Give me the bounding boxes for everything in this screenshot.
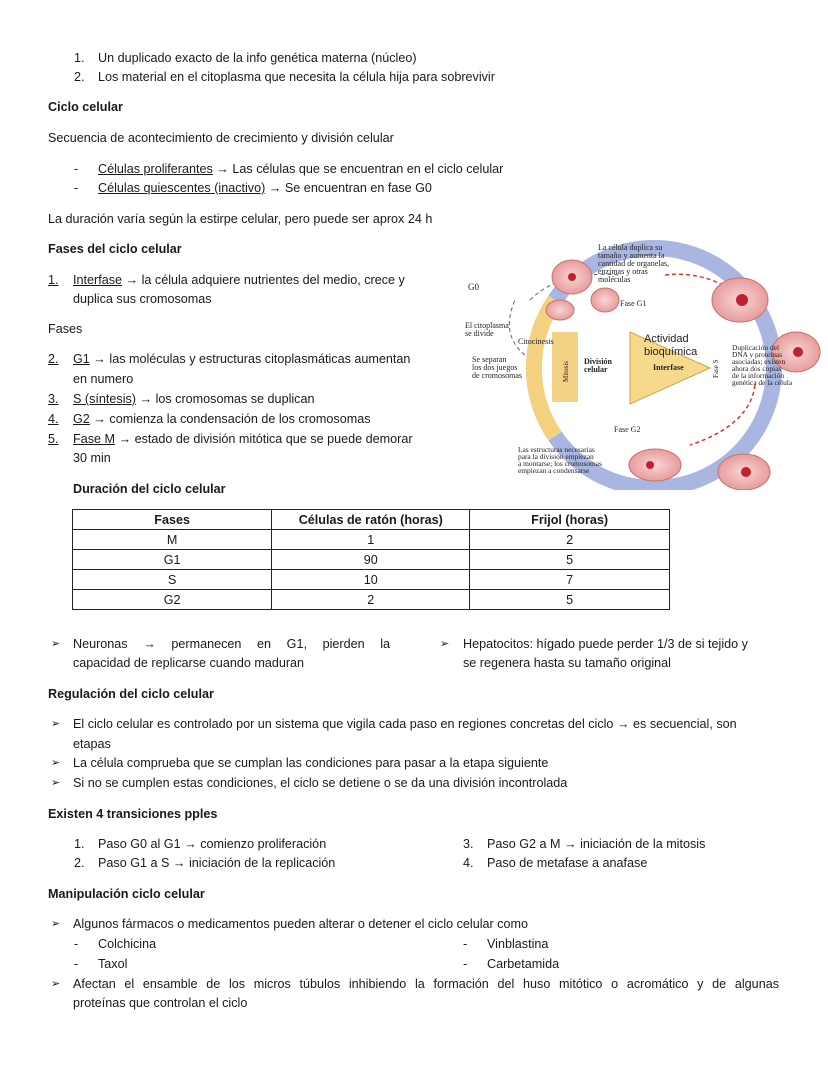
cell-icon — [546, 300, 574, 320]
dash-bullet: - — [74, 162, 79, 176]
regulacion-b1-2: etapas — [73, 737, 111, 751]
mitosis-ring — [534, 300, 555, 436]
dash-bullet: - — [463, 937, 468, 951]
dash-bullet: - — [463, 957, 468, 971]
regulacion-b2: La célula comprueba que se cumplan las condiciones para pasar a la etapa siguiente — [73, 756, 549, 770]
svg-text:Duplicación del DNA y prot: Duplicación del DNA y proteínas asociadas; existen ahora dos copias de la información genética de la célula — [732, 343, 793, 387]
list-number: 2. — [74, 70, 85, 84]
fases-subheading: Fases — [48, 322, 83, 336]
arrow-bullet-icon: ➢ — [51, 978, 61, 990]
neuronas-line-2: capacidad de replicarse cuando maduran — [73, 656, 305, 670]
interfase-label: Interfase — [653, 363, 684, 372]
dash-bullet: - — [74, 957, 79, 971]
intro-item-1: Un duplicado exacto de la info genética materna (núcleo) — [98, 51, 417, 65]
dashed-arrow — [509, 300, 525, 355]
table-row — [73, 530, 670, 550]
duracion-table — [72, 509, 670, 610]
hepatocitos-line: Hepatocitos: hígado puede perder 1/3 de si tejido y — [463, 637, 748, 651]
duracion-text: La duración varía según la estirpe celular, pero puede ser aprox 24 h — [48, 212, 433, 226]
table-row — [73, 550, 670, 570]
table-header-row — [73, 510, 670, 530]
g1-line-2: en numero — [73, 372, 134, 386]
transicion-item: Paso G1 a S → iniciación de la replicación — [98, 856, 336, 870]
list-number: 2. — [48, 352, 59, 366]
cell-icon — [629, 449, 681, 481]
list-number: 4. — [463, 856, 474, 870]
cell-cycle-diagram — [460, 240, 822, 490]
hepatocitos-line-2: se regenera hasta su tamaño original — [463, 656, 671, 670]
regulacion-heading: Regulación del ciclo celular — [48, 687, 214, 701]
table-cell: M — [73, 530, 272, 550]
table-header: Células de ratón (horas) — [272, 510, 470, 530]
m-line: Fase M → estado de división mitótica que se puede demorar — [73, 432, 413, 446]
table-cell: 5 — [470, 550, 670, 570]
table-cell: 90 — [272, 550, 470, 570]
table-cell: 2 — [272, 590, 470, 610]
quiescentes-line: Células quiescentes (inactivo) → Se encuentran en fase G0 — [98, 181, 432, 195]
table-cell: 2 — [470, 530, 670, 550]
intro-item-2: Los material en el citoplasma que necesita la célula hija para sobrevivir — [98, 70, 495, 84]
m-line-2: 30 min — [73, 451, 111, 465]
svg-text:División celular: División celular — [584, 357, 613, 374]
table-row — [73, 570, 670, 590]
duracion-heading: Duración del ciclo celular — [73, 482, 226, 496]
fase-g1-label: Fase G1 — [620, 299, 647, 308]
manipulacion-b2-2: proteínas que controlan el ciclo — [73, 996, 248, 1010]
dash-bullet: - — [74, 937, 79, 951]
nucleus-icon — [741, 467, 751, 477]
table-cell: G2 — [73, 590, 272, 610]
manipulacion-b2: Afectan el ensamble de los micros túbulos inhibiendo la formación del huso mitótico o acromático y de algunas — [73, 977, 779, 991]
list-number: 1. — [74, 837, 85, 851]
regulacion-b1: El ciclo celular es controlado por un sistema que vigila cada paso en regiones concretas del ciclo → es secuencial, son — [73, 717, 737, 731]
fases-heading: Fases del ciclo celular — [48, 242, 182, 256]
g1-line: G1 → las moléculas y estructuras citoplasmáticas aumentan — [73, 352, 411, 366]
list-number: 1. — [48, 273, 59, 287]
regulacion-b3: Si no se cumplen estas condiciones, el ciclo se detiene o se da una división incontrolada — [73, 776, 568, 790]
cell-icon — [591, 288, 619, 312]
arrow-bullet-icon: ➢ — [51, 918, 61, 930]
arrow-bullet-icon: ➢ — [51, 777, 61, 789]
svg-text:Actividad bioquímica: Actividad bioquímica — [644, 333, 698, 358]
g0-label: G0 — [468, 282, 479, 292]
table-header: Fases — [73, 510, 272, 530]
list-number: 3. — [48, 392, 59, 406]
transicion-item: Paso de metafase a anafase — [487, 856, 648, 870]
list-number: 3. — [463, 837, 474, 851]
table-cell: G1 — [73, 550, 272, 570]
table-cell: 1 — [272, 530, 470, 550]
table-cell: 7 — [470, 570, 670, 590]
drug-item: Carbetamida — [487, 957, 560, 971]
neuronas-line: Neuronas → permanecen en G1, pierden la — [73, 637, 390, 651]
nucleus-icon — [568, 273, 576, 281]
arrow-bullet-icon: ➢ — [51, 757, 61, 769]
interfase-line-2: duplica sus cromosomas — [73, 292, 212, 306]
transicion-item: Paso G2 a M → iniciación de la mitosis — [487, 837, 706, 851]
g2-line: G2 → comienza la condensación de los cromosomas — [73, 412, 371, 426]
table-cell: 5 — [470, 590, 670, 610]
drug-item: Colchicina — [98, 937, 157, 951]
svg-text:La célula duplica su tamañ: La célula duplica su tamaño y aumenta la cantidad de organelas, enzimas y otras moléculas — [598, 243, 670, 284]
transicion-item: Paso G0 al G1 → comienzo proliferación — [98, 837, 327, 851]
list-number: 2. — [74, 856, 85, 870]
table-cell: S — [73, 570, 272, 590]
svg-text:El citoplasma se divide: El citoplasma se divide — [465, 321, 509, 338]
list-number: 5. — [48, 432, 59, 446]
mitosis-label: Mitosis — [562, 360, 570, 382]
table-header: Frijol (horas) — [470, 510, 670, 530]
drug-item: Vinblastina — [487, 937, 549, 951]
fase-s-label: Fase S — [712, 359, 720, 378]
nucleus-icon — [646, 461, 654, 469]
nucleus-icon — [736, 294, 748, 306]
arrow-bullet-icon: ➢ — [51, 718, 61, 730]
arrow-bullet-icon: ➢ — [440, 638, 450, 650]
list-number: 4. — [48, 412, 59, 426]
dash-bullet: - — [74, 181, 79, 195]
transiciones-heading: Existen 4 transiciones pples — [48, 807, 218, 821]
manipulacion-heading: Manipulación ciclo celular — [48, 887, 205, 901]
svg-text:Las estructuras necesarias: Las estructuras necesarias para la división empiezan a montarse; los cromosomas empiezan a condensarse — [518, 445, 602, 475]
citocinesis-label: Citocinesis — [518, 337, 554, 346]
ciclo-heading: Ciclo celular — [48, 100, 123, 114]
nucleus-icon — [793, 347, 803, 357]
arrow-bullet-icon: ➢ — [51, 638, 61, 650]
list-number: 1. — [74, 51, 85, 65]
table-cell: 10 — [272, 570, 470, 590]
interfase-line: Interfase → la célula adquiere nutrientes del medio, crece y — [73, 273, 405, 287]
ciclo-definition: Secuencia de acontecimiento de crecimiento y división celular — [48, 131, 394, 145]
table-row — [73, 590, 670, 610]
proliferantes-line: Células proliferantes → Las células que se encuentran en el ciclo celular — [98, 162, 504, 176]
s-line: S (síntesis) → los cromosomas se duplican — [73, 392, 315, 406]
fase-g2-label: Fase G2 — [614, 425, 641, 434]
svg-text:Se separan los dos juegos: Se separan los dos juegos de cromosomas — [472, 355, 522, 380]
drug-item: Taxol — [98, 957, 128, 971]
manipulacion-b1: Algunos fármacos o medicamentos pueden alterar o detener el ciclo celular como — [73, 917, 529, 931]
